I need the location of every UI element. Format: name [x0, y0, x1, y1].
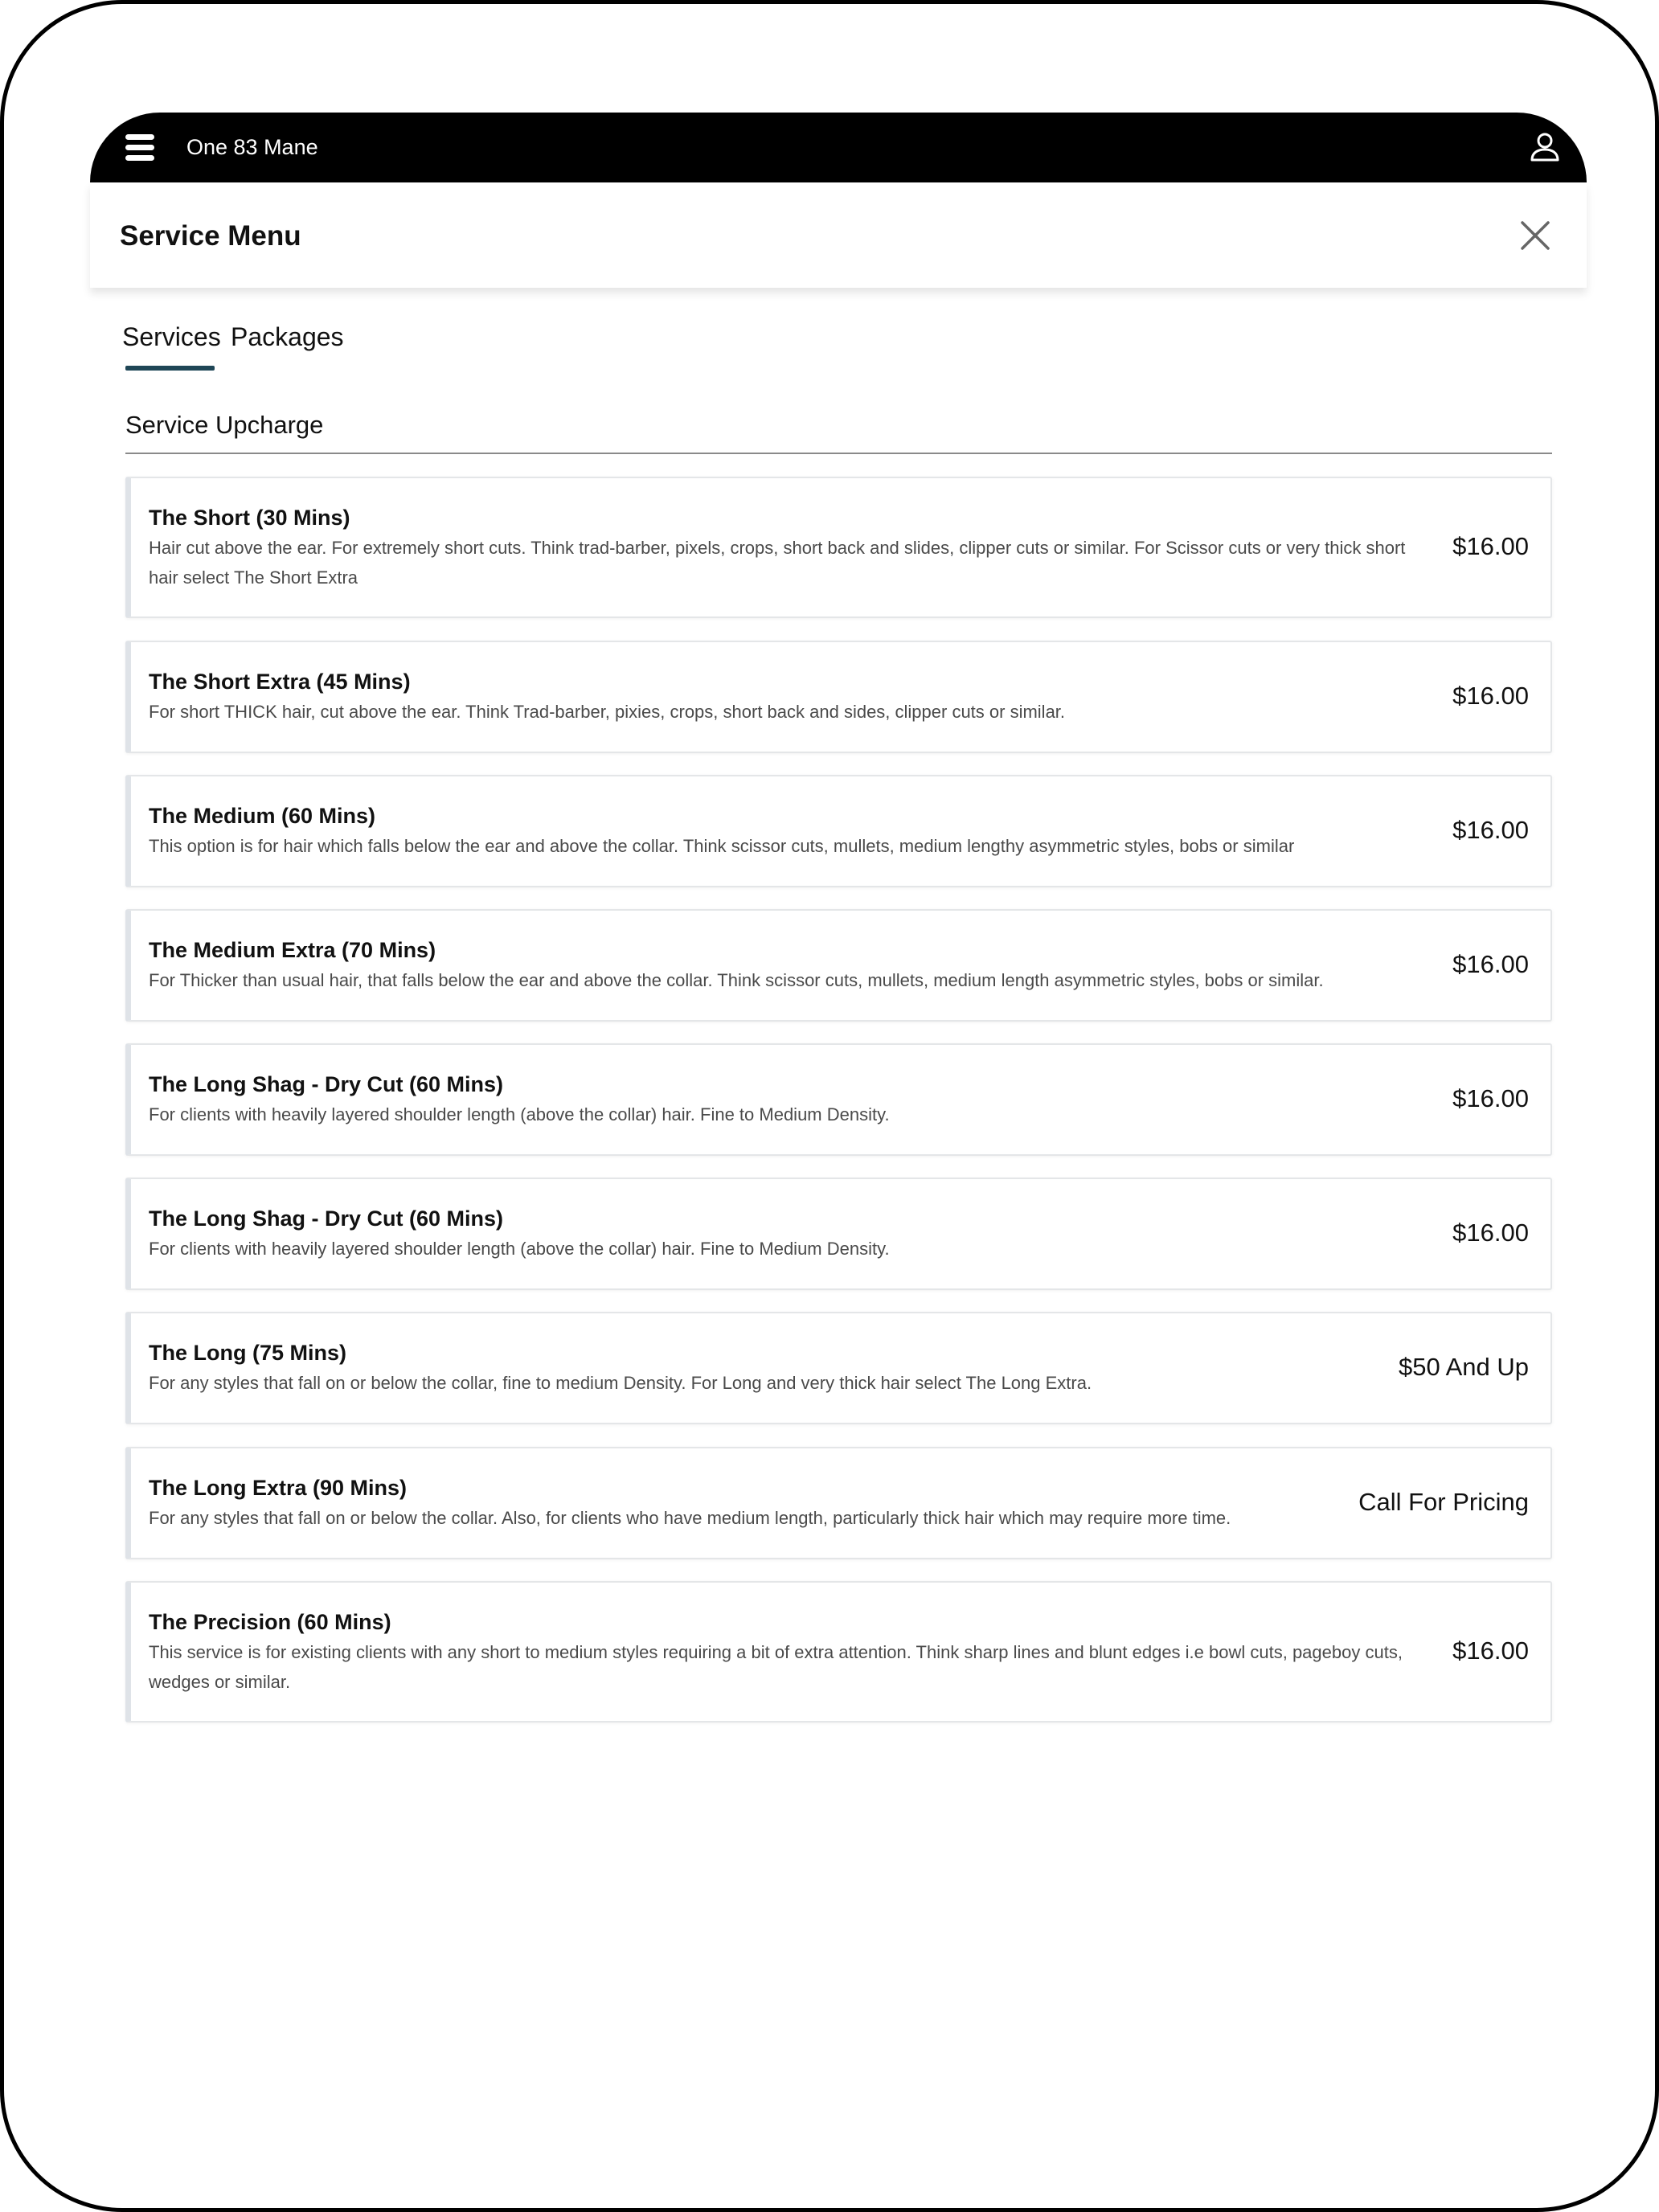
service-card[interactable] — [125, 1447, 1552, 1559]
service-name: The Long Extra (90 Mins) — [149, 1476, 408, 1500]
page-title: Service Menu — [120, 220, 301, 252]
service-price: $16.00 — [1452, 950, 1529, 978]
service-price: $50 And Up — [1398, 1353, 1529, 1381]
tab-services[interactable]: Services — [122, 322, 221, 351]
service-name: The Long Shag - Dry Cut (60 Mins) — [149, 1206, 504, 1231]
service-description: For any styles that fall on or below the collar, fine to medium Density. For Long and very thick hair select The Long Extra. — [149, 1373, 1092, 1393]
service-name: The Long Shag - Dry Cut (60 Mins) — [149, 1072, 504, 1096]
service-price: $16.00 — [1452, 1084, 1529, 1112]
service-price: $16.00 — [1452, 532, 1529, 560]
section-divider — [125, 453, 1552, 454]
service-name: The Long (75 Mins) — [149, 1341, 346, 1365]
service-description: Hair cut above the ear. For extremely short cuts. Think trad-barber, pixels, crops, short back and slides, clipper cuts or similar. For Scissor cuts or very thick short hair select The Short Extra — [149, 538, 1406, 588]
service-card[interactable] — [125, 909, 1552, 1022]
hamburger-icon[interactable] — [125, 134, 154, 162]
service-name: The Medium (60 Mins) — [149, 804, 376, 828]
service-description: This option is for hair which falls below the ear and above the collar. Think scissor cuts, mullets, medium lengthy asymmetric styles, bobs or similar — [149, 836, 1295, 856]
service-card[interactable] — [125, 477, 1552, 618]
service-price: Call For Pricing — [1358, 1488, 1529, 1516]
close-icon[interactable] — [1519, 219, 1551, 252]
section-title: Service Upcharge — [125, 411, 324, 439]
service-menu-header — [90, 182, 1587, 288]
tab-packages[interactable]: Packages — [231, 322, 344, 351]
service-card[interactable] — [125, 1581, 1552, 1722]
service-name: The Precision (60 Mins) — [149, 1610, 391, 1634]
service-description: For Thicker than usual hair, that falls below the ear and above the collar. Think scissor cuts, mullets, medium length asymmetric styles, bobs or similar. — [149, 970, 1324, 990]
service-price: $16.00 — [1452, 1219, 1529, 1247]
active-tab-indicator — [125, 366, 215, 371]
service-description: This service is for existing clients with any short to medium styles requiring a bit of extra attention. Think sharp lines and blunt edges i.e bowl cuts, pageboy cuts, wedges or similar. — [149, 1642, 1403, 1692]
service-card[interactable] — [125, 1178, 1552, 1290]
service-price: $16.00 — [1452, 682, 1529, 710]
service-card[interactable] — [125, 1312, 1552, 1424]
service-name: The Short (30 Mins) — [149, 506, 350, 530]
service-card[interactable] — [125, 641, 1552, 753]
service-name: The Medium Extra (70 Mins) — [149, 938, 436, 962]
service-description: For any styles that fall on or below the collar. Also, for clients who have medium length, particularly thick hair which may require more time. — [149, 1508, 1231, 1528]
service-description: For short THICK hair, cut above the ear. Think Trad-barber, pixies, crops, short back and sides, clipper cuts or similar. — [149, 702, 1066, 722]
service-card[interactable] — [125, 775, 1552, 887]
app-title: One 83 Mane — [186, 135, 318, 159]
service-description: For clients with heavily layered shoulder length (above the collar) hair. Fine to Medium Density. — [149, 1104, 890, 1124]
service-price: $16.00 — [1452, 1636, 1529, 1665]
service-price: $16.00 — [1452, 816, 1529, 844]
top-bar — [90, 113, 1587, 182]
user-icon[interactable] — [1527, 129, 1563, 165]
service-card[interactable] — [125, 1043, 1552, 1156]
service-description: For clients with heavily layered shoulder length (above the collar) hair. Fine to Medium Density. — [149, 1239, 890, 1259]
service-name: The Short Extra (45 Mins) — [149, 670, 411, 694]
